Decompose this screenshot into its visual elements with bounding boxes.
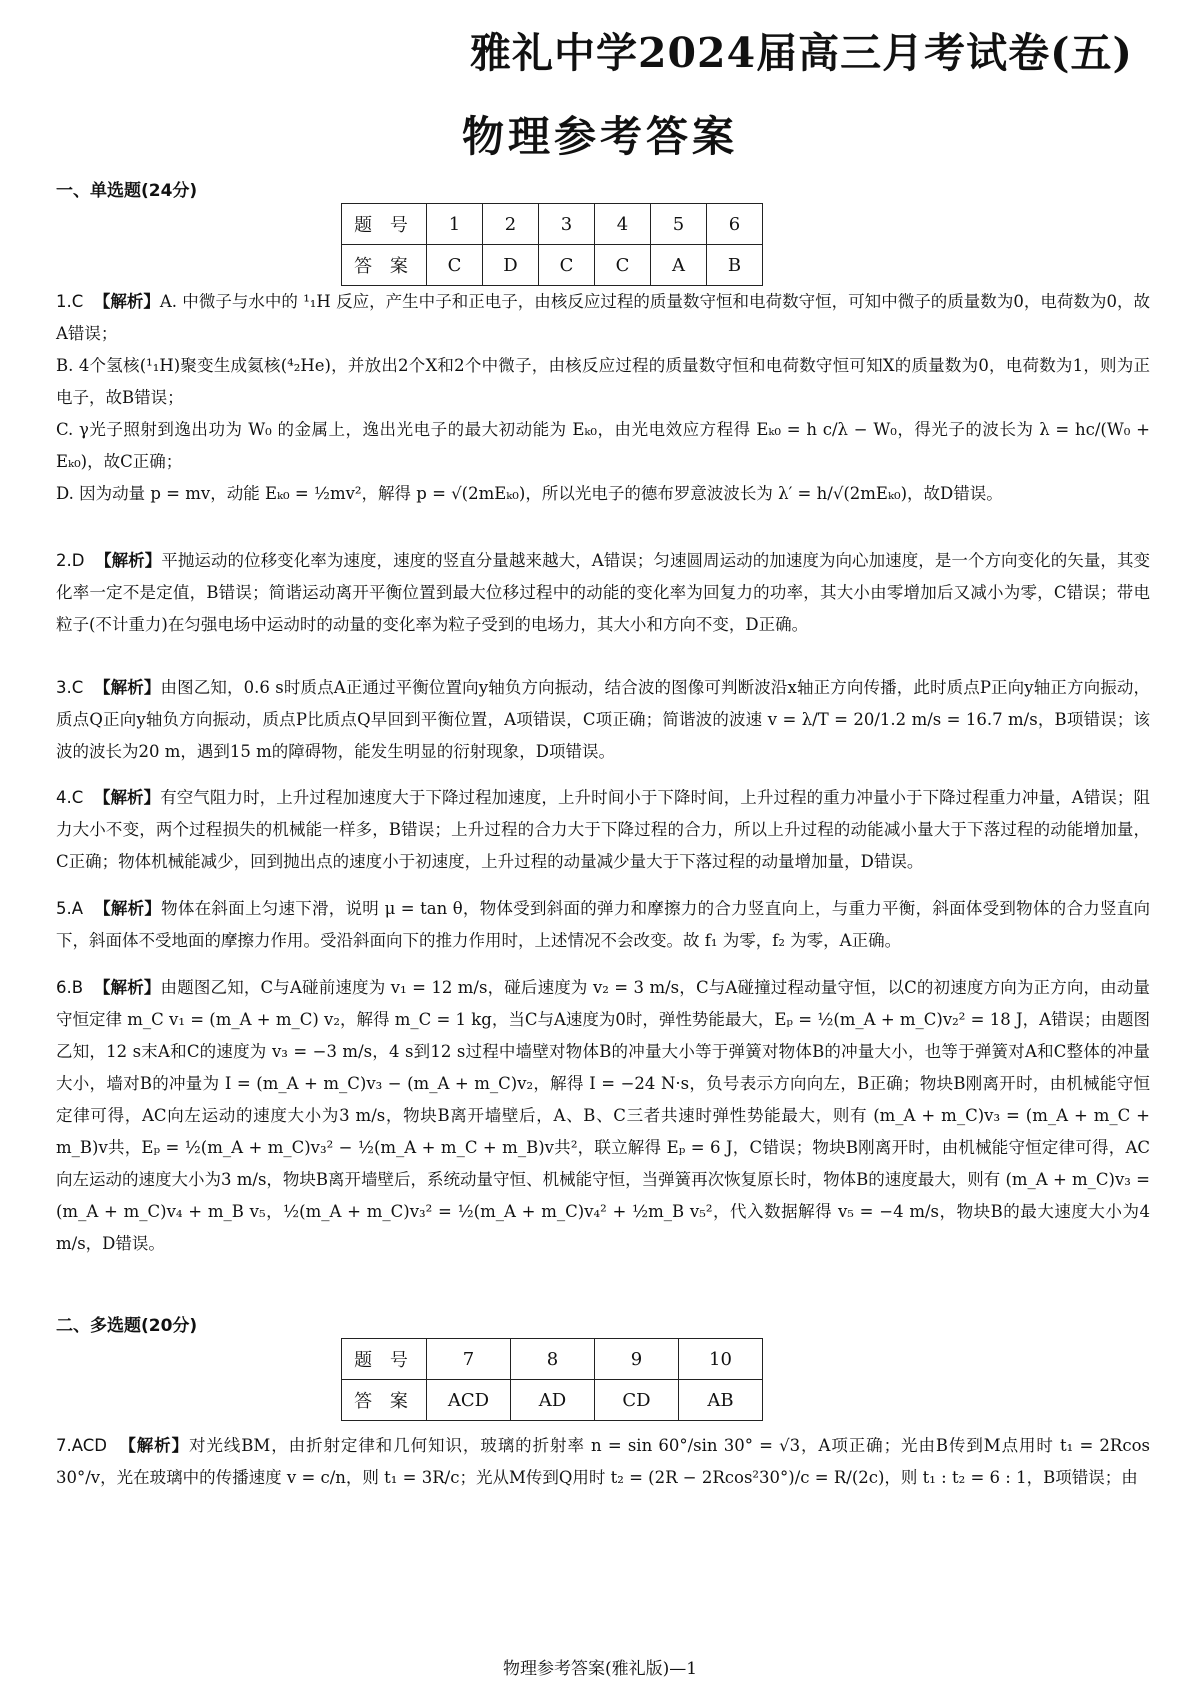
answer-1-option-a: A. 中微子与水中的 ¹₁H 反应，产生中子和正电子，由核反应过程的质量数守恒和电荷数守恒，可知中微子的质量数为0，电荷数为0，故A错误；: [56, 292, 1150, 343]
analysis-tag: 【解析】: [93, 788, 161, 807]
document-title: 物理参考答案: [461, 112, 738, 161]
table-row-label: 题 号: [342, 204, 427, 245]
answer-7-text: 对光线BM，由折射定律和几何知识，玻璃的折射率 n = sin 60°/sin 30° = √3，A项正确；光由B传到M点用时 t₁ = 2Rcos 30°/v，光在玻璃中的传播速度 v = c/n，则 t₁ = 3R/c；光从M传到Q用时 t₂ = (2R − 2Rcos²30°)/c = R/(2c)，则 t₁ : t₂ = 6 : 1，B项错误；由: [56, 1436, 1150, 1487]
question-number-cell: 8: [511, 1339, 595, 1380]
question-number-cell: 2: [483, 204, 539, 245]
question-number-cell: 6: [707, 204, 763, 245]
answer-cell: A: [651, 245, 707, 286]
answer-4-text: 有空气阻力时，上升过程加速度大于下降过程加速度，上升时间小于下降时间，上升过程的重力冲量小于下降过程重力冲量，A错误；阻力大小不变，两个过程损失的机械能一样多，B错误；上升过程的合力大于下降过程的合力，所以上升过程的动能减小量大于下落过程的动能增加量，C正确；物体机械能减少，回到抛出点的速度小于初速度，上升过程的动量减少量大于下落过程的动量增加量，D错误。: [56, 788, 1150, 871]
table-row: [342, 245, 763, 286]
answer-cell: ACD: [427, 1380, 511, 1421]
analysis-tag: 【解析】: [119, 1436, 190, 1455]
answer-cell: CD: [595, 1380, 679, 1421]
answer-number: 6.B: [56, 978, 84, 997]
answer-2-text: 平抛运动的位移变化率为速度，速度的竖直分量越来越大，A错误；匀速圆周运动的加速度为向心加速度，是一个方向变化的矢量，其变化率一定不是定值，B错误；简谐运动离开平衡位置到最大位移过程中的动能的变化率为回复力的功率，其大小由零增加后又减小为零，C错误；带电粒子(不计重力)在匀强电场中运动时的动量的变化率为粒子受到的电场力，其大小和方向不变，D正确。: [56, 551, 1151, 634]
answer-5: [56, 893, 1150, 957]
table-row-label: 答 案: [342, 245, 427, 286]
answer-number: 7.ACD: [56, 1436, 107, 1455]
answer-cell: C: [539, 245, 595, 286]
answer-cell: C: [427, 245, 483, 286]
section-heading-multiple-choice: 二、多选题(20分): [56, 1316, 198, 1336]
answer-table-single-choice: [341, 203, 763, 286]
answer-cell: B: [707, 245, 763, 286]
analysis-tag: 【解析】: [94, 678, 161, 697]
answer-5-text: 物体在斜面上匀速下滑，说明 μ = tan θ，物体受到斜面的弹力和摩擦力的合力竖直向上，与重力平衡，斜面体受到物体的合力竖直向下，斜面体不受地面的摩擦力作用。受沿斜面向下的推力作用时，上述情况不会改变。故 f₁ 为零，f₂ 为零，A正确。: [56, 899, 1151, 950]
answer-3: [56, 672, 1150, 768]
analysis-tag: 【解析】: [94, 899, 162, 918]
analysis-tag: 【解析】: [95, 551, 162, 570]
answer-1-option-c: C. γ光子照射到逸出功为 W₀ 的金属上，逸出光电子的最大初动能为 Eₖ₀，由光电效应方程得 Eₖ₀ = h c/λ − W₀，得光子的波长为 λ = hc/(W₀ + Eₖ₀)，故C正确；: [56, 420, 1150, 471]
table-row-label: 答 案: [342, 1380, 427, 1421]
answer-6: [56, 972, 1150, 1260]
answer-1: [56, 286, 1150, 510]
answer-number: 4.C: [56, 788, 84, 807]
answer-1-option-d: D. 因为动量 p = mv，动能 Eₖ₀ = ½mv²，解得 p = √(2mEₖ₀)，所以光电子的德布罗意波波长为 λ′ = h/√(2mEₖ₀)，故D错误。: [56, 484, 1003, 503]
answer-cell: AB: [679, 1380, 763, 1421]
answer-4: [56, 782, 1150, 878]
answer-3-text: 由图乙知，0.6 s时质点A正通过平衡位置向y轴负方向振动，结合波的图像可判断波沿x轴正方向传播，此时质点P正向y轴正方向振动，质点Q正向y轴负方向振动，质点P比质点Q早回到平衡位置，A项错误，C项正确；简谐波的波速 v = λ/T = 20/1.2 m/s = 16.7 m/s，B项错误；该波的波长为20 m，遇到15 m的障碍物，能发生明显的衍射现象，D项错误。: [56, 678, 1151, 761]
question-number-cell: 7: [427, 1339, 511, 1380]
question-number-cell: 1: [427, 204, 483, 245]
answer-number: 3.C: [56, 678, 84, 697]
question-number-cell: 5: [651, 204, 707, 245]
question-number-cell: 9: [595, 1339, 679, 1380]
question-number-cell: 4: [595, 204, 651, 245]
table-row: [342, 1380, 763, 1421]
table-row-label: 题 号: [342, 1339, 427, 1380]
table-row: [342, 204, 763, 245]
question-number-cell: 3: [539, 204, 595, 245]
answer-table-multiple-choice: [341, 1338, 763, 1421]
page-footer: 物理参考答案(雅礼版)—1: [502, 1659, 698, 1679]
answer-2: [56, 545, 1150, 641]
question-number-cell: 10: [679, 1339, 763, 1380]
answer-number: 1.C: [56, 292, 84, 311]
answer-1-option-b: B. 4个氢核(¹₁H)聚变生成氦核(⁴₂He)，并放出2个X和2个中微子，由核反应过程的质量数守恒和电荷数守恒可知X的质量数为0，电荷数为1，则为正电子，故B错误；: [56, 356, 1150, 407]
answer-number: 5.A: [56, 899, 84, 918]
school-title: 雅礼中学2024届高三月考试卷(五): [470, 29, 1133, 77]
answer-cell: AD: [511, 1380, 595, 1421]
answer-7: [56, 1430, 1150, 1494]
answer-number: 2.D: [56, 551, 85, 570]
answer-cell: C: [595, 245, 651, 286]
analysis-tag: 【解析】: [93, 978, 161, 997]
answer-6-text: 由题图乙知，C与A碰前速度为 v₁ = 12 m/s，碰后速度为 v₂ = 3 m/s，C与A碰撞过程动量守恒，以C的初速度方向为正方向，由动量守恒定律 m_C v₁ = (m_A + m_C) v₂，解得 m_C = 1 kg，当C与A速度为0时，弹性势能最大，Eₚ = ½(m_A + m_C)v₂² = 18 J，A错误；由题图乙知，12 s末A和C的速度为 v₃ = −3 m/s，4 s到12 s过程中墙壁对物体B的冲量大小等于弹簧对物体B的冲量大小，也等于弹簧对A和C整体的冲量大小，墙对B的冲量为 I = (m_A + m_C)v₃ − (m_A + m_C)v₂，解得 I = −24 N·s，负号表示方向向左，B正确；物块B刚离开时，由机械能守恒定律可得，AC向左运动的速度大小为3 m/s，物块B离开墙壁后，A、B、C三者共速时弹性势能最大，则有 (m_A + m_C)v₃ = (m_A + m_C + m_B)v共，Eₚ = ½(m_A + m_C)v₃² − ½(m_A + m_C + m_B)v共²，联立解得 Eₚ = 6 J，C错误；物块B刚离开时，由机械能守恒定律可得，AC向左运动的速度大小为3 m/s，物块B离开墙壁后，系统动量守恒、机械能守恒，当弹簧再次恢复原长时，物体B的速度最大，则有 (m_A + m_C)v₃ = (m_A + m_C)v₄ + m_B v₅，½(m_A + m_C)v₃² = ½(m_A + m_C)v₄² + ½m_B v₅²，代入数据解得 v₅ = −4 m/s，物块B的最大速度大小为4 m/s，D错误。: [56, 978, 1151, 1253]
analysis-tag: 【解析】: [93, 292, 160, 311]
answer-cell: D: [483, 245, 539, 286]
table-row: [342, 1339, 763, 1380]
section-heading-single-choice: 一、单选题(24分): [56, 181, 198, 201]
